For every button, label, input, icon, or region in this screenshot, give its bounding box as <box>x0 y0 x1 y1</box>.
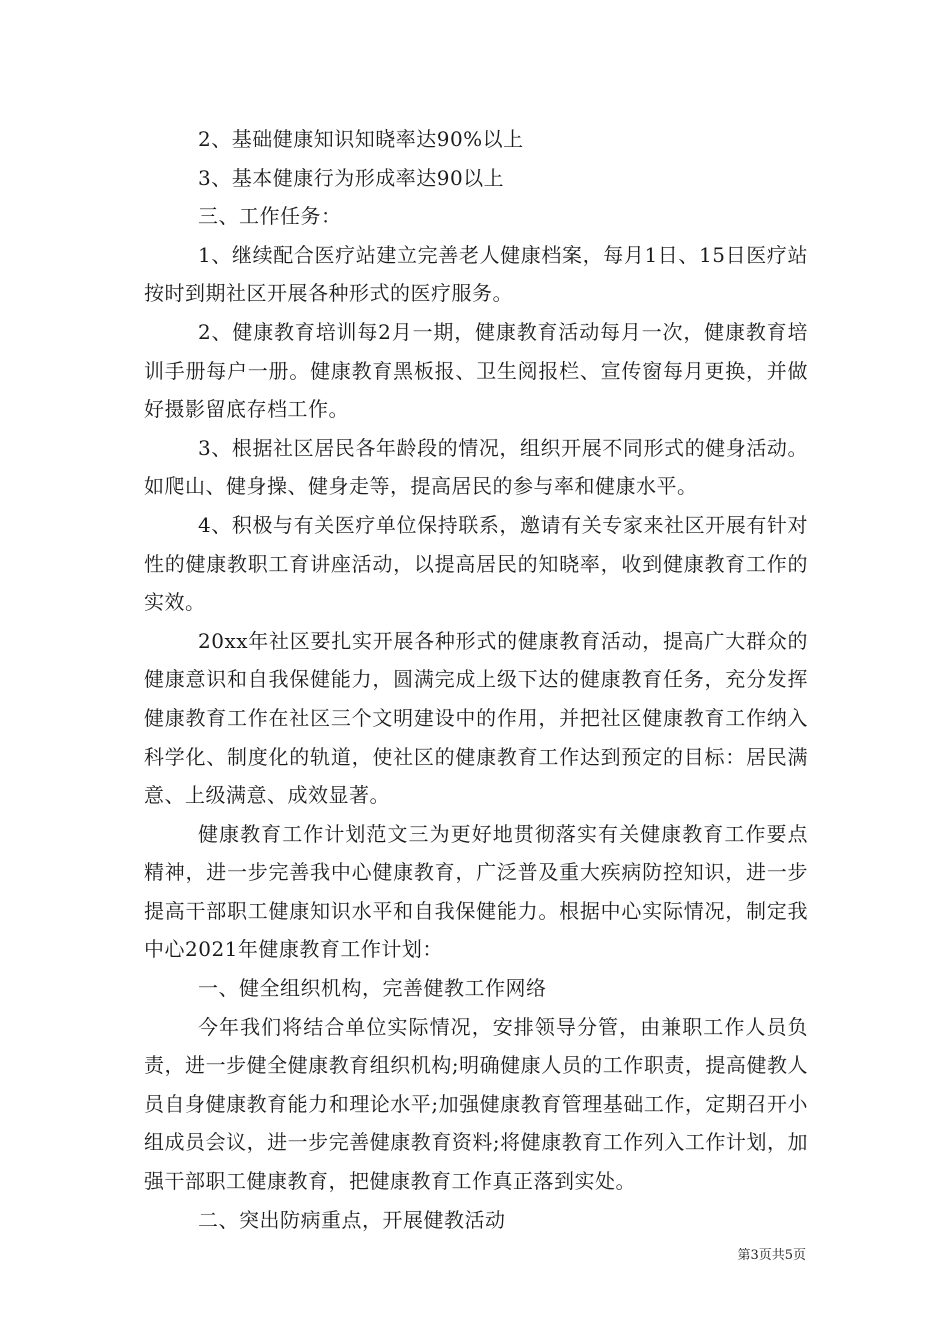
paragraph-10: 一、健全组织机构，完善健教工作网络 <box>198 976 547 1001</box>
paragraph-8: 20xx年社区要扎实开展各种形式的健康教育活动，提高广大群众的健康意识和自我保健能力，圆满完成上级下达的健康教育任务，充分发挥健康教育工作在社区三个文明建设中的作用，并把社区健康教育工作纳入科学化、制度化的轨道，使社区的健康教育工作达到预定的目标：居民满意、上级满意、成效显著。 <box>144 628 808 808</box>
document-body <box>144 120 808 1239</box>
paragraph-1: 2、基础健康知识知晓率达90%以上 <box>198 127 524 151</box>
paragraph-9: 健康教育工作计划范文三为更好地贯彻落实有关健康教育工作要点精神，进一步完善我中心健康教育，广泛普及重大疾病防控知识，进一步提高干部职工健康知识水平和自我保健能力。根据中心实际情况，制定我中心2021年健康教育工作计划： <box>144 821 808 962</box>
paragraph-4: 1、继续配合医疗站建立完善老人健康档案，每月1日、15日医疗站按时到期社区开展各种形式的医疗服务。 <box>144 242 808 306</box>
paragraph-11: 今年我们将结合单位实际情况，安排领导分管，由兼职工作人员负责，进一步健全健康教育组织机构;明确健康人员的工作职责，提高健教人员自身健康教育能力和理论水平;加强健康教育管理基础工作，定期召开小组成员会议，进一步完善健康教育资料;将健康教育工作列入工作计划，加强干部职工健康教育，把健康教育工作真正落到实处。 <box>144 1014 808 1194</box>
paragraph-6: 3、根据社区居民各年龄段的情况，组织开展不同形式的健身活动。如爬山、健身操、健身走等，提高居民的参与率和健康水平。 <box>144 435 808 499</box>
paragraph-7: 4、积极与有关医疗单位保持联系，邀请有关专家来社区开展有针对性的健康教职工育讲座活动，以提高居民的知晓率，收到健康教育工作的实效。 <box>144 512 808 615</box>
page-number: 第3页共5页 <box>737 1248 806 1263</box>
paragraph-2: 3、基本健康行为形成率达90以上 <box>198 165 505 190</box>
paragraph-3: 三、工作任务： <box>198 204 342 229</box>
paragraph-5: 2、健康教育培训每2月一期，健康教育活动每月一次，健康教育培训手册每户一册。健康教育黑板报、卫生阅报栏、宣传窗每月更换，并做好摄影留底存档工作。 <box>144 319 808 422</box>
paragraph-12: 二、突出防病重点，开展健教活动 <box>198 1207 506 1232</box>
